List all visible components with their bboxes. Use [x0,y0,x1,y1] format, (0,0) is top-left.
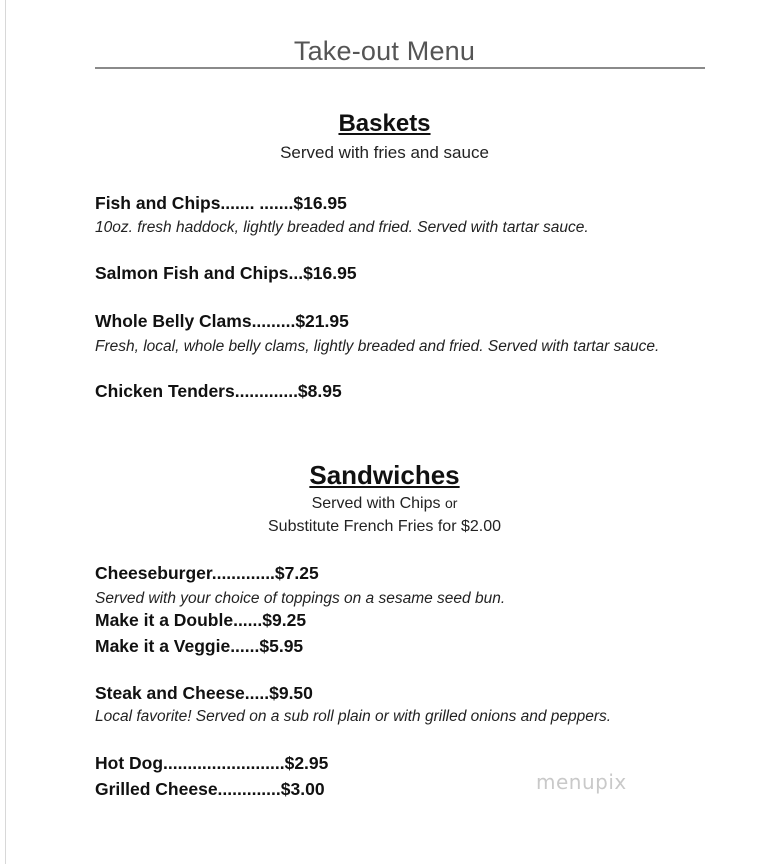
sandwiches-subtitle [0,495,769,513]
sandwiches-heading: Sandwiches [309,460,460,490]
title-divider [95,67,705,69]
menu-item-chicken-tenders: Chicken Tenders.............$8.95 [95,381,342,401]
menu-item-description: 10oz. fresh haddock, lightly breaded and fried. Served with tartar sauce. [95,219,589,236]
menu-item-description: Fresh, local, whole belly clams, lightly breaded and fried. Served with tartar sauce. [95,338,660,355]
menu-item-description: Local favorite! Served on a sub roll plain or with grilled onions and peppers. [95,708,612,725]
baskets-subtitle: Served with fries and sauce [280,143,489,162]
menu-item-description: Served with your choice of toppings on a sesame seed bun. [95,590,506,607]
sandwiches-subtitle-main: Served with Chips [311,495,441,512]
menu-item-steak-and-cheese: Steak and Cheese.....$9.50 [95,683,313,703]
sandwiches-subtitle-or: or [444,495,458,511]
menu-item-grilled-cheese: Grilled Cheese.............$3.00 [95,779,325,799]
menu-item-make-it-a-double: Make it a Double......$9.25 [95,610,307,630]
menu-item-fish-and-chips: Fish and Chips....... .......$16.95 [95,193,347,213]
sandwiches-substitute-note: Substitute French Fries for $2.00 [268,518,501,535]
menu-item-make-it-a-veggie: Make it a Veggie......$5.95 [95,636,304,656]
watermark: menupix [536,770,627,794]
menu-item-hot-dog: Hot Dog.........................$2.95 [95,753,329,773]
menu-item-salmon-fish-and-chips: Salmon Fish and Chips...$16.95 [95,263,357,283]
menu-item-cheeseburger: Cheeseburger.............$7.25 [95,563,319,583]
menu-item-whole-belly-clams: Whole Belly Clams.........$21.95 [95,311,349,331]
baskets-heading: Baskets [338,110,431,137]
page-title: Take-out Menu [293,36,476,66]
